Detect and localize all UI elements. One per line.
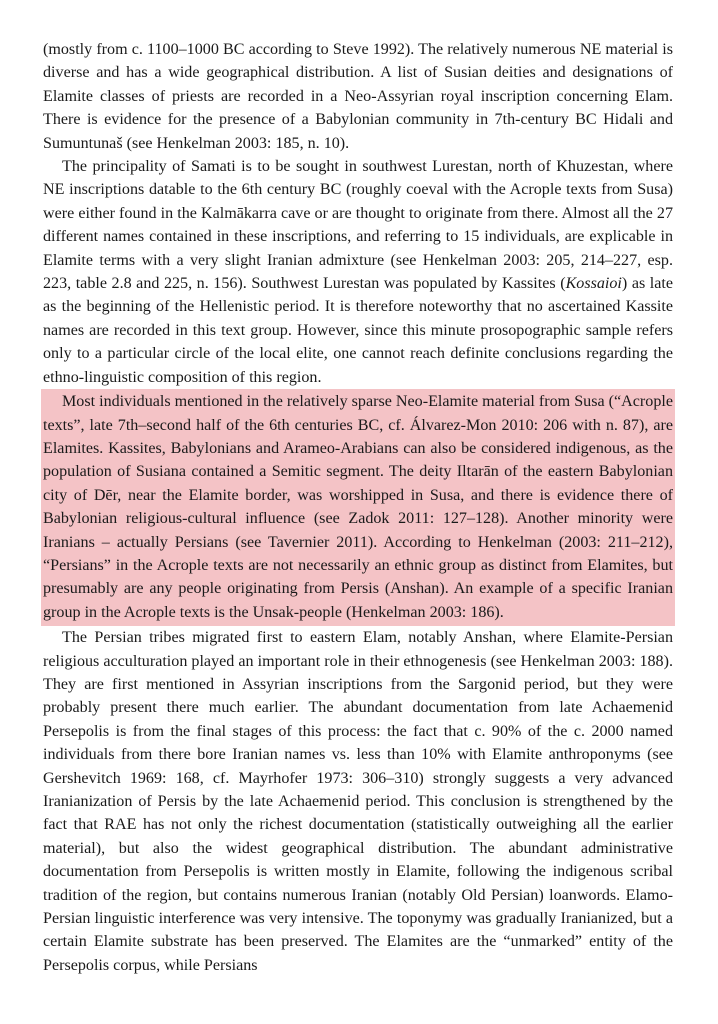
paragraph-persian-tribes: The Persian tribes migrated first to eastern Elam, notably Anshan, where Elamite-Persian religious acculturation played an important role in their ethnogenesis (see Henkelman 2003: 188). They are first mentioned in Assyrian inscriptions from the Sargonid period, but they were probably present there much earlier. The abundant documentation from late Achaemenid Persepolis is from the final stages of this process: the fact that c. 90% of the c. 2000 named individuals from there bore Iranian names vs. less than 10% with Elamite anthroponyms (see Gershevitch 1969: 168, cf. Mayrhofer 1973: 306–310) strongly suggests a very advanced Iranianization of Persis by the late Achaemenid period. This conclusion is strengthened by the fact that RAE has not only the richest documentation (statistically outweighing all the earlier material), but also the widest geographical distribution. The abundant administrative documentation from Persepolis is written mostly in Elamite, following the indigenous scribal tradition of the region, but contains numerous Iranian (notably Old Persian) loanwords. Elamo-Persian linguistic interference was very intensive. The toponymy was gradually Iranianized, but a certain Elamite substrate has been preserved. The Elamites are the “unmarked” entity of the Persepolis corpus, while Persians [43,629,673,974]
italic-term-kossaioi: Kossaioi [565,275,622,293]
document-page [43,38,673,977]
paragraph-samati-principality [43,155,673,389]
paragraph-continued-from-previous-page: (mostly from c. 1100–1000 BC according to Steve 1992). The relatively numerous NE material is diverse and has a wide geographical distribution. A list of Susian deities and designations of Elamite classes of priests are recorded in a Neo-Assyrian royal inscription concerning Elam. There is evidence for the presence of a Babylonian community in 7th-century BC Hidali and Sumuntunaš (see Henkelman 2003: 185, n. 10). [43,41,673,152]
paragraph-text-after-italic: ) as late as the beginning of the Hellenistic period. It is therefore noteworthy that no ascertained Kassite names are recorded in this text group. However, since this minute prosopographic sample refers only to a particular circle of the local elite, one cannot reach definite conclusions regarding the ethno-linguistic composition of this region. [43,275,674,386]
highlighted-paragraph-acrople-texts[interactable]: Most individuals mentioned in the relatively sparse Neo-Elamite material from Susa (“Acrople texts”, late 7th–second half of the 6th centuries BC, cf. Álvarez-Mon 2010: 206 with n. 87), are Elamites. Kassites, Babylonians and Arameo-Arabians can also be considered indigenous, as the population of Susiana contained a Semitic segment. The deity Iltarān of the eastern Babylonian city of Dēr, near the Elamite border, was worshipped in Susa, and there is evidence there of Babylonian religious-cultural influence (see Zadok 2011: 127–128). Another minority were Iranians – actually Persians (see Tavernier 2011). According to Henkelman (2003: 211–212), “Persians” in the Acrople texts are not necessarily an ethnic group as distinct from Elamites, but presumably are any people originating from Persis (Anshan). An example of a specific Iranian group in the Acrople texts is the Unsak-people (Henkelman 2003: 186). [41,389,675,626]
paragraph-text-before-italic: The principality of Samati is to be sought in southwest Lurestan, north of Khuzestan, where NE inscriptions datable to the 6th century BC (roughly coeval with the Acrople texts from Susa) were either found in the Kalmākarra cave or are thought to originate from there. Almost all the 27 different names contained in these inscriptions, and referring to 15 individuals, are explicable in Elamite terms with a very slight Iranian admixture (see Henkelman 2003: 205, 214–227, esp. 223, table 2.8 and 225, n. 156). Southwest Lurestan was populated by Kassites ( [43,158,673,293]
